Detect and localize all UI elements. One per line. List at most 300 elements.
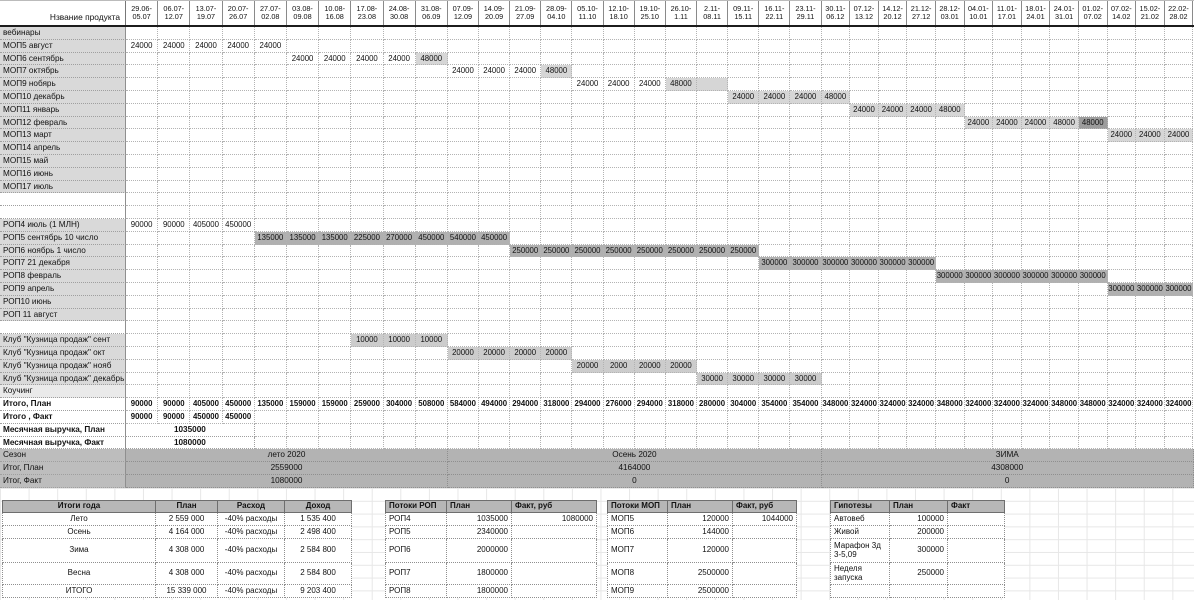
grid-cell[interactable]: 270000 [384,232,416,245]
grid-cell[interactable] [126,168,158,181]
grid-cell[interactable] [1050,385,1079,398]
grid-cell[interactable] [822,181,851,194]
grid-cell[interactable] [879,373,908,386]
grid-cell[interactable] [319,245,351,258]
grid-cell[interactable] [965,347,994,360]
grid-cell[interactable] [850,270,879,283]
table-header-cell[interactable]: Гипотезы [830,500,890,513]
week-header[interactable]: 29.06-05.07 [126,1,158,25]
table-cell[interactable]: 1 535 400 [285,513,352,526]
grid-cell[interactable] [126,78,158,91]
grid-cell[interactable] [448,155,479,168]
row-label[interactable]: Итого, План [0,398,126,411]
grid-cell[interactable] [907,347,936,360]
grid-cell[interactable] [790,424,821,437]
grid-cell[interactable] [541,27,572,40]
grid-cell[interactable] [255,206,287,219]
grid-cell[interactable] [790,334,821,347]
grid-cell[interactable] [879,321,908,334]
grid-cell[interactable]: 300000 [965,270,994,283]
grid-cell[interactable] [319,142,351,155]
grid-cell[interactable] [1136,27,1165,40]
grid-cell[interactable] [416,40,448,53]
grid-cell[interactable] [822,373,851,386]
grid-cell[interactable] [965,411,994,424]
grid-cell[interactable] [190,232,222,245]
grid-cell[interactable] [965,334,994,347]
grid-cell[interactable] [287,347,319,360]
grid-cell[interactable] [907,283,936,296]
grid-cell[interactable] [1079,104,1108,117]
grid-cell[interactable] [479,117,510,130]
grid-cell[interactable] [510,193,541,206]
grid-cell[interactable] [1136,117,1165,130]
grid-cell[interactable] [635,91,666,104]
grid-cell[interactable] [697,411,728,424]
grid-cell[interactable] [697,168,728,181]
grid-cell[interactable] [822,117,851,130]
grid-cell[interactable] [351,142,383,155]
grid-cell[interactable] [1165,309,1194,322]
grid-cell[interactable] [351,437,383,450]
row-label[interactable] [0,193,126,206]
grid-cell[interactable] [351,257,383,270]
grid-cell[interactable] [1022,91,1051,104]
grid-cell[interactable] [936,283,965,296]
grid-cell[interactable] [1165,270,1194,283]
grid-cell[interactable] [822,168,851,181]
grid-cell[interactable] [190,360,222,373]
grid-cell[interactable] [1079,373,1108,386]
grid-cell[interactable] [1022,360,1051,373]
grid-cell[interactable] [790,78,821,91]
grid-cell[interactable] [1165,373,1194,386]
grid-cell[interactable] [510,91,541,104]
grid-cell[interactable] [572,168,603,181]
grid-cell[interactable] [965,168,994,181]
grid-cell[interactable] [666,117,697,130]
table-cell[interactable] [948,539,1005,563]
grid-cell[interactable]: 405000 [190,398,222,411]
grid-cell[interactable] [287,360,319,373]
grid-cell[interactable]: 2000 [604,360,635,373]
grid-cell[interactable] [384,193,416,206]
grid-cell[interactable] [223,27,255,40]
grid-cell[interactable] [850,40,879,53]
grid-cell[interactable] [479,296,510,309]
grid-cell[interactable] [936,65,965,78]
grid-cell[interactable] [728,309,759,322]
grid-cell[interactable] [604,65,635,78]
grid-cell[interactable] [351,129,383,142]
grid-cell[interactable] [822,245,851,258]
grid-cell[interactable] [448,27,479,40]
table-cell[interactable]: 120000 [668,539,733,563]
grid-cell[interactable] [510,283,541,296]
grid-cell[interactable] [1136,232,1165,245]
grid-cell[interactable] [965,283,994,296]
grid-cell[interactable] [255,78,287,91]
grid-cell[interactable] [158,27,190,40]
grid-cell[interactable] [416,155,448,168]
grid-cell[interactable] [850,181,879,194]
grid-cell[interactable] [936,40,965,53]
grid-cell[interactable] [1022,309,1051,322]
grid-cell[interactable]: 300000 [936,270,965,283]
table-cell[interactable]: -40% расходы [218,585,285,598]
grid-cell[interactable] [287,78,319,91]
grid-cell[interactable] [1108,193,1137,206]
grid-cell[interactable] [936,27,965,40]
grid-cell[interactable] [965,142,994,155]
grid-cell[interactable] [541,232,572,245]
grid-cell[interactable] [759,232,790,245]
grid-cell[interactable] [479,411,510,424]
grid-cell[interactable] [190,347,222,360]
season-span-cell[interactable]: 0 [822,475,1194,488]
grid-cell[interactable] [1050,437,1079,450]
grid-cell[interactable] [666,257,697,270]
grid-cell[interactable] [158,245,190,258]
grid-cell[interactable] [287,193,319,206]
grid-cell[interactable]: 30000 [790,373,821,386]
grid-cell[interactable] [1136,193,1165,206]
grid-cell[interactable] [697,91,728,104]
grid-cell[interactable] [907,385,936,398]
table-cell[interactable]: МОП7 [607,539,668,563]
table-cell[interactable]: Неделя запуска [830,563,890,585]
grid-cell[interactable]: 259000 [351,398,383,411]
grid-cell[interactable] [936,360,965,373]
grid-cell[interactable] [572,257,603,270]
row-label[interactable]: Коучинг [0,385,126,398]
grid-cell[interactable]: 300000 [850,257,879,270]
grid-cell[interactable] [666,334,697,347]
grid-cell[interactable]: 300000 [1050,270,1079,283]
grid-cell[interactable] [158,270,190,283]
grid-cell[interactable] [879,385,908,398]
grid-cell[interactable] [728,219,759,232]
grid-cell[interactable] [384,206,416,219]
grid-cell[interactable] [936,219,965,232]
grid-cell[interactable] [510,53,541,66]
grid-cell[interactable] [604,53,635,66]
grid-cell[interactable] [1079,40,1108,53]
grid-cell[interactable] [190,206,222,219]
grid-cell[interactable] [666,411,697,424]
grid-cell[interactable] [572,129,603,142]
grid-cell[interactable]: 508000 [416,398,448,411]
grid-cell[interactable] [190,321,222,334]
grid-cell[interactable] [448,321,479,334]
grid-cell[interactable] [822,334,851,347]
grid-cell[interactable] [126,181,158,194]
grid-cell[interactable] [822,129,851,142]
week-header[interactable]: 24.01-31.01 [1050,1,1079,25]
grid-cell[interactable] [319,424,351,437]
grid-cell[interactable] [822,296,851,309]
grid-cell[interactable]: 250000 [697,245,728,258]
grid-cell[interactable] [993,27,1022,40]
table-cell[interactable]: 4 164 000 [156,526,218,539]
grid-cell[interactable] [822,411,851,424]
grid-cell[interactable] [993,78,1022,91]
grid-cell[interactable] [1050,168,1079,181]
grid-cell[interactable] [1108,27,1137,40]
grid-cell[interactable] [1108,206,1137,219]
grid-cell[interactable]: 24000 [604,78,635,91]
grid-cell[interactable] [223,53,255,66]
grid-cell[interactable] [223,104,255,117]
grid-cell[interactable] [1022,40,1051,53]
grid-cell[interactable]: 24000 [572,78,603,91]
grid-cell[interactable] [541,385,572,398]
grid-cell[interactable] [936,181,965,194]
grid-cell[interactable] [287,181,319,194]
grid-cell[interactable] [1079,296,1108,309]
grid-cell[interactable] [510,321,541,334]
grid-cell[interactable] [666,309,697,322]
week-header[interactable]: 10.08-16.08 [319,1,351,25]
grid-cell[interactable] [1165,104,1194,117]
grid-cell[interactable] [907,437,936,450]
grid-cell[interactable] [1108,321,1137,334]
grid-cell[interactable] [936,91,965,104]
grid-cell[interactable] [510,78,541,91]
week-header[interactable]: 21.12-27.12 [907,1,936,25]
grid-cell[interactable] [728,40,759,53]
grid-cell[interactable] [448,91,479,104]
grid-cell[interactable]: 10000 [416,334,448,347]
grid-cell[interactable] [1136,360,1165,373]
grid-cell[interactable] [223,168,255,181]
grid-cell[interactable] [1136,181,1165,194]
grid-cell[interactable]: 48000 [936,104,965,117]
row-label[interactable]: МОП5 август [0,40,126,53]
grid-cell[interactable] [666,270,697,283]
grid-cell[interactable] [728,129,759,142]
grid-cell[interactable] [965,245,994,258]
grid-cell[interactable] [879,142,908,155]
row-label[interactable]: РОП5 сентябрь 10 число [0,232,126,245]
grid-cell[interactable]: 540000 [448,232,479,245]
grid-cell[interactable] [351,411,383,424]
grid-cell[interactable] [448,424,479,437]
grid-cell[interactable] [351,283,383,296]
grid-cell[interactable] [936,232,965,245]
grid-cell[interactable] [416,360,448,373]
grid-cell[interactable] [879,117,908,130]
week-header[interactable]: 04.01-10.01 [965,1,994,25]
grid-cell[interactable] [510,104,541,117]
grid-cell[interactable] [1079,360,1108,373]
grid-cell[interactable] [697,321,728,334]
grid-cell[interactable] [635,257,666,270]
table-cell[interactable]: Автовеб [830,513,890,526]
grid-cell[interactable] [190,385,222,398]
grid-cell[interactable] [479,91,510,104]
grid-cell[interactable] [158,91,190,104]
grid-cell[interactable] [319,257,351,270]
grid-cell[interactable] [907,65,936,78]
table-cell[interactable]: -40% расходы [218,539,285,563]
grid-cell[interactable]: 324000 [965,398,994,411]
grid-cell[interactable] [510,181,541,194]
grid-cell[interactable] [728,270,759,283]
grid-cell[interactable] [907,296,936,309]
grid-cell[interactable] [728,117,759,130]
grid-cell[interactable] [448,270,479,283]
grid-cell[interactable] [1136,155,1165,168]
grid-cell[interactable] [993,360,1022,373]
grid-cell[interactable] [384,347,416,360]
grid-cell[interactable] [1165,40,1194,53]
grid-cell[interactable]: 450000 [223,411,255,424]
grid-cell[interactable] [635,27,666,40]
grid-cell[interactable] [936,321,965,334]
grid-cell[interactable]: 20000 [666,360,697,373]
table-cell[interactable]: 1044000 [733,513,797,526]
grid-cell[interactable]: 348000 [936,398,965,411]
grid-cell[interactable] [1050,142,1079,155]
grid-cell[interactable] [1165,142,1194,155]
week-header[interactable]: 06.07-12.07 [158,1,190,25]
grid-cell[interactable] [416,373,448,386]
table-cell[interactable]: Лето [2,513,156,526]
grid-cell[interactable] [697,424,728,437]
grid-cell[interactable] [790,129,821,142]
grid-cell[interactable] [448,78,479,91]
grid-cell[interactable] [319,91,351,104]
grid-cell[interactable] [879,437,908,450]
grid-cell[interactable] [1108,245,1137,258]
week-header[interactable]: 14.12-20.12 [879,1,908,25]
grid-cell[interactable] [1136,309,1165,322]
grid-cell[interactable]: 280000 [697,398,728,411]
grid-cell[interactable] [666,424,697,437]
grid-cell[interactable] [728,321,759,334]
grid-cell[interactable] [126,142,158,155]
week-header[interactable]: 17.08-23.08 [351,1,383,25]
grid-cell[interactable] [287,40,319,53]
grid-cell[interactable] [993,283,1022,296]
grid-cell[interactable] [1165,65,1194,78]
grid-cell[interactable] [1165,385,1194,398]
grid-cell[interactable] [1108,232,1137,245]
grid-cell[interactable]: 30000 [728,373,759,386]
grid-cell[interactable] [479,321,510,334]
grid-cell[interactable] [1022,411,1051,424]
grid-cell[interactable] [126,232,158,245]
grid-cell[interactable] [759,168,790,181]
grid-cell[interactable] [416,27,448,40]
grid-cell[interactable]: 135000 [255,232,287,245]
grid-cell[interactable] [351,168,383,181]
grid-cell[interactable] [728,181,759,194]
grid-cell[interactable] [479,78,510,91]
grid-cell[interactable] [158,78,190,91]
grid-cell[interactable] [666,155,697,168]
grid-cell[interactable] [223,245,255,258]
grid-cell[interactable] [510,296,541,309]
table-cell[interactable]: 2 584 800 [285,563,352,585]
grid-cell[interactable] [1136,206,1165,219]
grid-cell[interactable] [1050,283,1079,296]
grid-cell[interactable] [287,129,319,142]
grid-cell[interactable] [1108,181,1137,194]
grid-cell[interactable] [907,232,936,245]
grid-cell[interactable] [1050,321,1079,334]
grid-cell[interactable] [936,437,965,450]
grid-cell[interactable] [635,53,666,66]
grid-cell[interactable] [479,193,510,206]
grid-cell[interactable] [1050,91,1079,104]
grid-cell[interactable] [1022,129,1051,142]
grid-cell[interactable] [1022,437,1051,450]
grid-cell[interactable]: 10000 [351,334,383,347]
table-header-cell[interactable]: План [156,500,218,513]
grid-cell[interactable] [666,385,697,398]
grid-cell[interactable] [223,321,255,334]
grid-cell[interactable] [190,181,222,194]
grid-cell[interactable] [255,360,287,373]
grid-cell[interactable] [1165,155,1194,168]
week-header[interactable]: 18.01-24.01 [1022,1,1051,25]
grid-cell[interactable] [635,334,666,347]
grid-cell[interactable] [541,373,572,386]
grid-cell[interactable] [510,411,541,424]
grid-cell[interactable]: 300000 [879,257,908,270]
grid-cell[interactable] [1050,424,1079,437]
grid-cell[interactable] [351,117,383,130]
grid-cell[interactable] [255,181,287,194]
grid-cell[interactable] [1050,245,1079,258]
grid-cell[interactable] [572,193,603,206]
grid-cell[interactable] [850,91,879,104]
grid-cell[interactable] [697,104,728,117]
grid-cell[interactable] [319,155,351,168]
grid-cell[interactable] [879,296,908,309]
grid-cell[interactable] [287,27,319,40]
grid-cell[interactable]: 20000 [572,360,603,373]
grid-cell[interactable] [1050,53,1079,66]
grid-cell[interactable] [319,27,351,40]
grid-cell[interactable] [604,347,635,360]
grid-cell[interactable] [1165,117,1194,130]
grid-cell[interactable] [223,155,255,168]
grid-cell[interactable] [319,219,351,232]
grid-cell[interactable] [448,117,479,130]
grid-cell[interactable] [541,206,572,219]
grid-cell[interactable] [635,270,666,283]
grid-cell[interactable] [158,360,190,373]
grid-cell[interactable] [666,129,697,142]
grid-cell[interactable] [1050,257,1079,270]
grid-cell[interactable] [416,411,448,424]
grid-cell[interactable] [223,385,255,398]
grid-cell[interactable] [1050,181,1079,194]
grid-cell[interactable] [604,91,635,104]
grid-cell[interactable] [822,206,851,219]
grid-cell[interactable] [993,347,1022,360]
grid-cell[interactable] [1022,155,1051,168]
grid-cell[interactable] [1050,129,1079,142]
grid-cell[interactable] [850,411,879,424]
grid-cell[interactable] [936,206,965,219]
grid-cell[interactable] [1108,168,1137,181]
grid-cell[interactable] [635,321,666,334]
grid-cell[interactable]: 90000 [126,219,158,232]
